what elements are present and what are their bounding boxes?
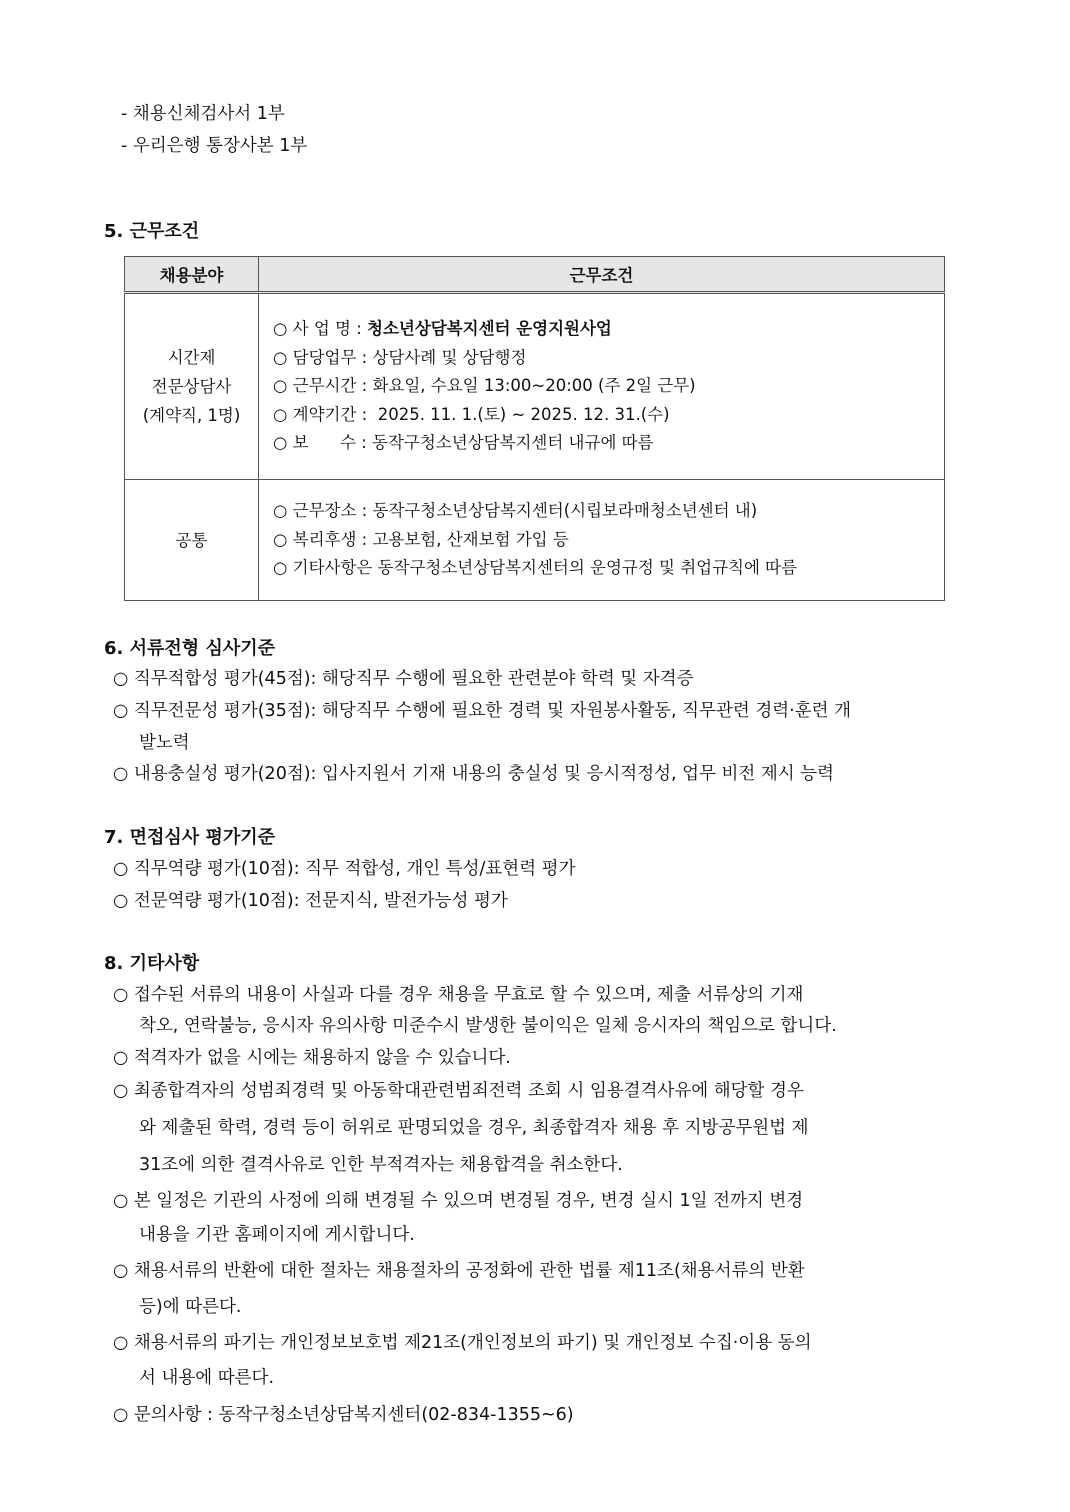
condition-item <box>273 497 944 526</box>
table-header-conditions: 근무조건 <box>259 257 945 293</box>
note-line: ○ 채용서류의 반환에 대한 절차는 채용절차의 공정화에 관한 법률 제11조(채용서류의 반환 <box>113 1261 805 1281</box>
document-item: - 우리은행 통장사본 1부 <box>121 136 308 156</box>
condition-label: ○ 근무시간 : <box>273 376 373 396</box>
criteria-item: ○ 전문역량 평가(10점): 전문지식, 발전가능성 평가 <box>113 891 508 911</box>
note-line: ○ 적격자가 없을 시에는 채용하지 않을 수 있습니다. <box>113 1048 511 1068</box>
note-line: ○ 접수된 서류의 내용이 사실과 다를 경우 채용을 무효로 할 수 있으며, 제출 서류상의 기재 <box>113 985 804 1005</box>
section-7-title: 7. 면접심사 평가기준 <box>104 827 275 848</box>
work-conditions-table <box>124 256 945 601</box>
criteria-item: ○ 직무역량 평가(10점): 직무 적합성, 개인 특성/표현력 평가 <box>113 859 576 879</box>
table-row <box>125 293 945 480</box>
note-line: ○ 최종합격자의 성범죄경력 및 아동학대관련범죄전력 조회 시 임용결격사유에 해당할 경우 <box>113 1081 804 1101</box>
field-cell <box>125 480 259 601</box>
condition-label: ○ 복리후생 : <box>273 529 373 549</box>
condition-label: ○ <box>273 558 293 578</box>
condition-label: ○ 근무장소 : <box>273 501 373 521</box>
note-line: ○ 문의사항 : 동작구청소년상담복지센터(02-834-1355~6) <box>113 1405 574 1425</box>
field-cell <box>125 293 259 480</box>
note-line: ○ 본 일정은 기관의 사정에 의해 변경될 수 있으며 변경될 경우, 변경 실시 1일 전까지 변경 <box>113 1191 804 1211</box>
document-item: - 채용신체검사서 1부 <box>121 104 285 124</box>
condition-value: 고용보험, 산재보험 가입 등 <box>372 529 569 549</box>
condition-value: 상담사례 및 상담행정 <box>372 347 527 367</box>
section-5-title: 5. 근무조건 <box>104 221 200 242</box>
criteria-item: ○ 직무전문성 평가(35점): 해당직무 수행에 필요한 경력 및 자원봉사활동, 직무관련 경력·훈련 개 <box>113 701 851 721</box>
field-line: 공통 <box>175 530 208 550</box>
condition-value: 동작구청소년상담복지센터 내규에 따름 <box>372 433 654 453</box>
condition-item <box>273 401 944 430</box>
criteria-item: ○ 직무적합성 평가(45점): 해당직무 수행에 필요한 관련분야 학력 및 자격증 <box>113 669 694 689</box>
field-line: (계약직, 1명) <box>142 406 241 425</box>
condition-label: ○ 사 업 명 : <box>273 319 367 339</box>
field-line: 시간제 <box>167 348 216 367</box>
condition-item <box>273 554 944 583</box>
condition-value: 동작구청소년상담복지센터(시립보라매청소년센터 내) <box>372 501 758 521</box>
condition-item <box>273 526 944 555</box>
note-line: 내용을 기관 홈페이지에 게시합니다. <box>139 1225 415 1245</box>
criteria-item: ○ 내용충실성 평가(20점): 입사지원서 기재 내용의 충실성 및 응시적정성, 업무 비전 제시 능력 <box>113 764 835 784</box>
condition-value: 기타사항은 동작구청소년상담복지센터의 운영규정 및 취업규칙에 따름 <box>292 558 798 578</box>
condition-label: ○ 계약기간 : <box>273 404 373 424</box>
criteria-item-continued: 발노력 <box>139 733 190 753</box>
note-line: 와 제출된 학력, 경력 등이 허위로 판명되었을 경우, 최종합격자 채용 후 지방공무원법 제 <box>139 1118 809 1138</box>
table-header-field: 채용분야 <box>125 257 259 293</box>
condition-value: 화요일, 수요일 13:00~20:00 (주 2일 근무) <box>372 376 696 396</box>
condition-item <box>273 372 944 401</box>
note-line: 등)에 따른다. <box>139 1297 242 1317</box>
note-line: 서 내용에 따른다. <box>139 1368 275 1388</box>
condition-value: 2025. 11. 1.(토) ~ 2025. 12. 31.(수) <box>372 404 670 424</box>
table-row <box>125 480 945 601</box>
note-line: ○ 채용서류의 파기는 개인정보보호법 제21조(개인정보의 파기) 및 개인정보 수집·이용 동의 <box>113 1333 812 1353</box>
condition-label: ○ 담당업무 : <box>273 347 373 367</box>
conditions-cell <box>259 480 945 601</box>
section-8-title: 8. 기타사항 <box>104 953 200 974</box>
note-line: 착오, 연락불능, 응시자 유의사항 미준수시 발생한 불이익은 일체 응시자의 책임으로 합니다. <box>139 1016 837 1036</box>
condition-item <box>273 429 944 458</box>
note-line: 31조에 의한 결격사유로 인한 부적격자는 채용합격을 취소한다. <box>139 1155 623 1175</box>
condition-item <box>273 344 944 373</box>
condition-value: 청소년상담복지센터 운영지원사업 <box>367 319 612 339</box>
conditions-cell <box>259 293 945 480</box>
condition-label: ○ 보 수 : <box>273 433 373 453</box>
section-6-title: 6. 서류전형 심사기준 <box>104 638 275 659</box>
field-line: 전문상담사 <box>151 377 232 396</box>
condition-item <box>273 315 944 344</box>
